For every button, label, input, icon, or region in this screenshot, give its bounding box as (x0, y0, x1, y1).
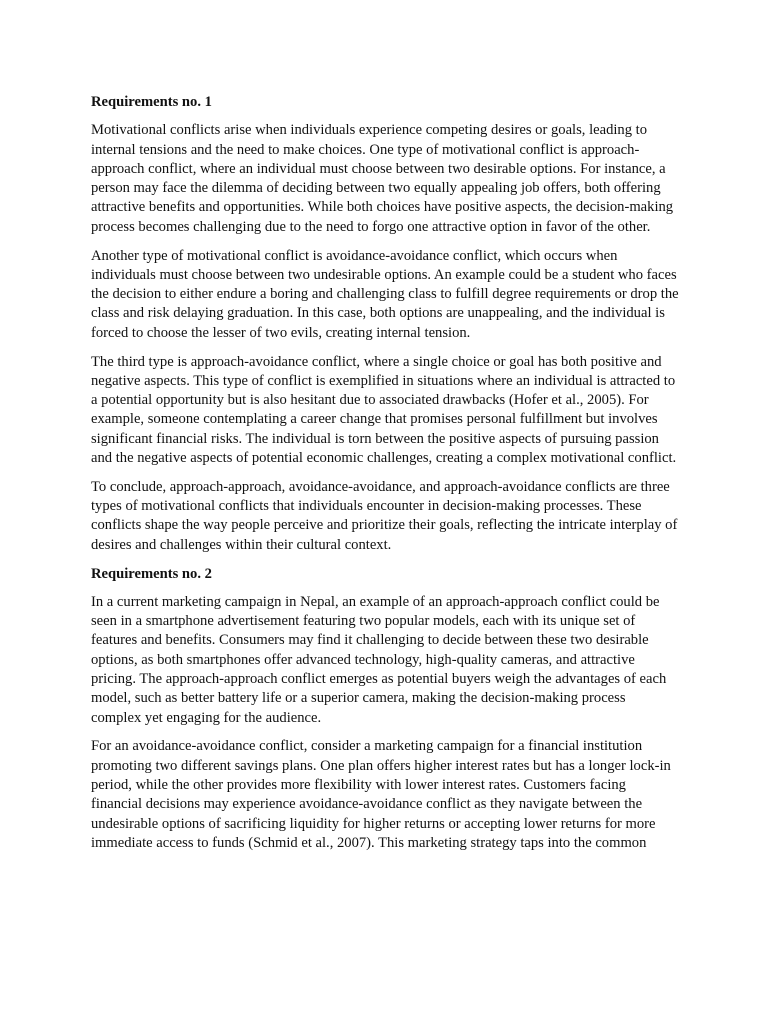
paragraph-2-2: For an avoidance-avoidance conflict, consider a marketing campaign for a financial institution promoting two different savings plans. One plan offers higher interest rates but has a longer lock-in period, while the other provides more flexibility with lower interest rates. Customers facing financial decisions may experience avoidance-avoidance conflict as they navigate between the undesirable options of sacrificing liquidity for higher returns or accepting lower returns for more immediate access to funds (Schmid et al., 2007). This marketing strategy taps into the common (91, 738, 671, 851)
section-heading-2: Requirements no. 2 (91, 565, 212, 582)
paragraph-2-1: In a current marketing campaign in Nepal, an example of an approach-approach conflict could be seen in a smartphone advertisement featuring two popular models, each with its unique set of features and benefits. Consumers may find it challenging to decide between these two desirable options, as both smartphones offer advanced technology, high-quality cameras, and attractive pricing. The approach-approach conflict emerges as potential buyers weigh the advantages of each model, such as better battery life or a superior camera, making the decision-making process complex yet engaging for the audience. (91, 593, 667, 726)
document-page (91, 93, 679, 863)
paragraph-1-1: Motivational conflicts arise when individuals experience competing desires or goals, leading to internal tensions and the need to make choices. One type of motivational conflict is approach-approach conflict, where an individual must choose between two desirable options. For instance, a person may face the dilemma of deciding between two equally appealing job offers, both offering attractive benefits and opportunities. While both choices have positive aspects, the decision-making process becomes challenging due to the need to forgo one attractive option in favor of the other. (91, 122, 674, 235)
section-heading-1: Requirements no. 1 (91, 94, 212, 110)
paragraph-1-3: The third type is approach-avoidance conflict, where a single choice or goal has both positive and negative aspects. This type of conflict is exemplified in situations where an individual is attracted to a potential opportunity but is also hesitant due to associated drawbacks (Hofer et al., 2005). For example, someone contemplating a career change that promises personal fulfillment but involves significant financial risks. The individual is torn between the positive aspects of pursuing passion and the negative aspects of potential economic challenges, creating a complex motivational conflict. (91, 353, 677, 467)
paragraph-1-2: Another type of motivational conflict is avoidance-avoidance conflict, which occurs when individuals must choose between two undesirable options. An example could be a student who faces the decision to either endure a boring and challenging class to fulfill degree requirements or drop the class and risk delaying graduation. In this case, both options are unappealing, and the individual is forced to choose the lesser of two evils, creating internal tension. (91, 247, 679, 341)
paragraph-1-4: To conclude, approach-approach, avoidance-avoidance, and approach-avoidance conflicts are three types of motivational conflicts that individuals encounter in decision-making processes. These conflicts shape the way people perceive and prioritize their goals, reflecting the intricate interplay of desires and challenges within their cultural context. (91, 478, 678, 553)
